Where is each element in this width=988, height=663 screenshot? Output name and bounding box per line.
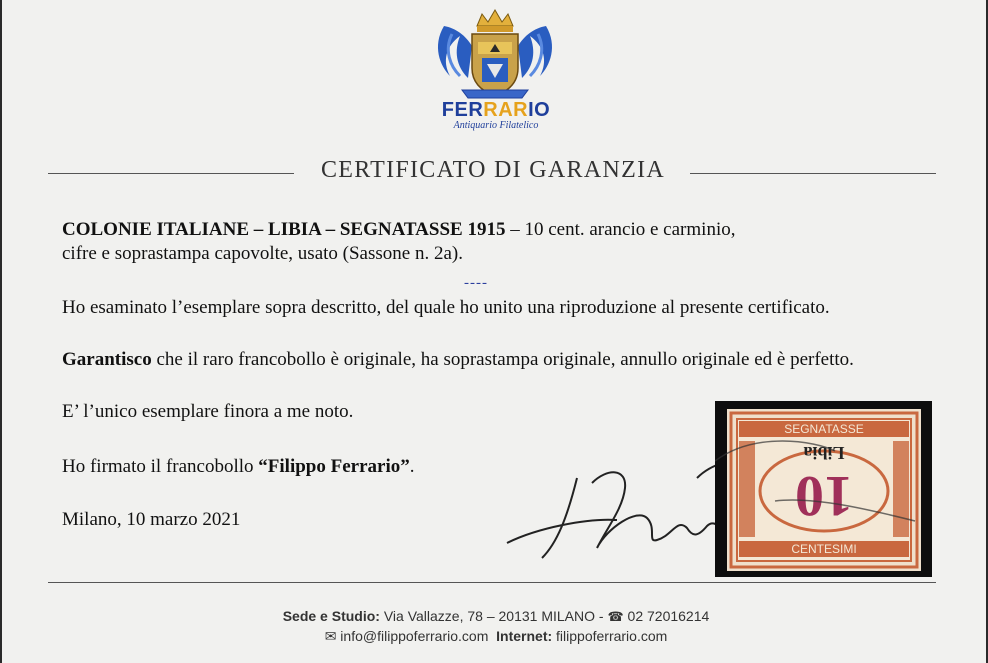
sede-label: Sede e Studio: <box>282 608 380 624</box>
description-bold: COLONIE ITALIANE – LIBIA – SEGNATASSE 1915 <box>62 219 506 240</box>
title-rule-left <box>48 173 294 174</box>
email-address[interactable]: info@filippoferrario.com <box>336 628 489 644</box>
footer-contacts <box>2 628 988 645</box>
brand-name <box>2 99 988 122</box>
internet-label: Internet: <box>496 628 553 644</box>
separator: ---- <box>464 275 488 291</box>
website-link[interactable]: filippoferrario.com <box>552 628 668 644</box>
stamp-reproduction <box>715 401 932 577</box>
examination-paragraph: Ho esaminato l’esemplare sopra descritto, del quale ho unito una riproduzione al presente certificato. <box>62 297 830 318</box>
footer-rule <box>48 582 936 583</box>
guarantee-bold: Garantisco <box>62 349 152 370</box>
stamp-bottom-text: CENTESIMI <box>791 542 857 556</box>
guarantee-rest: che il raro francobollo è originale, ha soprastampa originale, annullo originale ed è perfetto. <box>151 349 854 370</box>
phone-fax-icon: ☎ <box>607 609 624 624</box>
stamp-top-text: SEGNATASSE <box>784 422 864 436</box>
phone-number: 02 72016214 <box>623 608 710 624</box>
signed-name: “Filippo Ferrario” <box>258 456 410 477</box>
stamp-image <box>715 401 932 577</box>
brand-name-part2: RAR <box>483 99 529 121</box>
certificate-title: CERTIFICATO DI GARANZIA <box>320 157 665 183</box>
brand-name-part3: IO <box>528 99 551 121</box>
signed-prefix: Ho firmato il francobollo <box>62 456 259 477</box>
description-line2: cifre e soprastampa capovolte, usato (Sassone n. 2a). <box>62 243 463 264</box>
envelope-icon: ✉ <box>324 628 337 644</box>
signed-suffix: . <box>409 456 415 477</box>
guarantee-paragraph <box>62 348 922 372</box>
brand-name-part1: FER <box>441 99 484 121</box>
sede-address: Via Vallazze, 78 – 20131 MILANO - <box>379 608 608 624</box>
brand-subtitle: Antiquario Filatelico <box>453 120 539 131</box>
title-rule-right <box>690 173 936 174</box>
stamp-description <box>62 218 922 266</box>
footer-address <box>2 608 988 625</box>
unique-statement: E’ l’unico esemplare finora a me noto. <box>62 401 354 422</box>
description-rest: – 10 cent. arancio e carminio, <box>505 219 736 240</box>
stamp-value: 10 <box>795 464 853 529</box>
place-and-date: Milano, 10 marzo 2021 <box>62 509 241 530</box>
stamp-overprint: Libia <box>803 443 845 463</box>
